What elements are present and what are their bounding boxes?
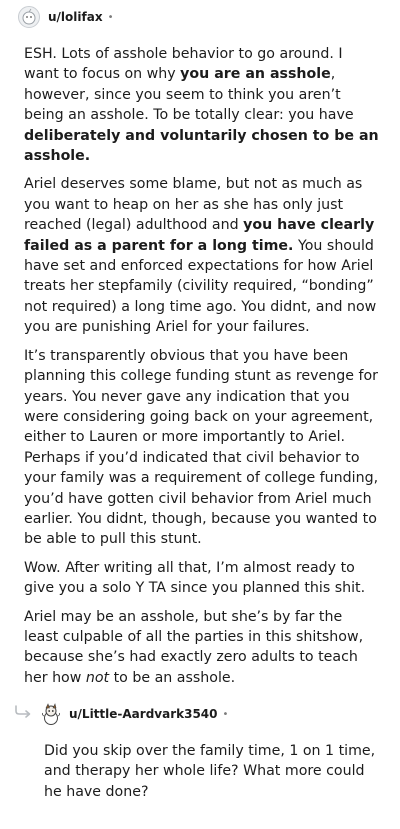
- text-run: to be an asshole.: [109, 669, 236, 686]
- bold-text: you have clearly failed as a parent for a long time.: [24, 217, 375, 254]
- comment-paragraph: [24, 558, 380, 599]
- text-run: Ariel deserves some blame, but not as much as you want to heap on her as she has only just reached (legal) adulthood and: [24, 176, 363, 234]
- reply-body: [44, 741, 380, 802]
- reply-meta-separator: •: [222, 708, 229, 720]
- text-run: ESH. Lots of asshole behavior to go around. I want to focus on why: [24, 46, 343, 83]
- comment-paragraph: [24, 346, 380, 550]
- avatar[interactable]: [18, 6, 40, 28]
- bold-text: deliberately and voluntarily chosen to be an asshole.: [24, 127, 379, 165]
- text-run: Wow. After writing all that, I’m almost ready to give you a solo Y TA since you planned this shit.: [24, 559, 366, 597]
- reply-thread-arrow-icon: [14, 704, 34, 723]
- text-run: , however, since you seem to think you aren’t being an asshole. To be totally clear: you have: [24, 66, 354, 124]
- meta-separator: •: [107, 11, 114, 23]
- text-run: It’s transparently obvious that you have been planning this college funding stunt as revenge for years. You never gave any indication that you were considering going back on your agreement, either to Lauren or more importantly to Ariel. Perhaps if you’d indicated that civil behavior to your family was a requirement of college funding, you’d have gotten civil behavior from Ariel much earlier. You didnt, though, because you wanted to be able to pull this stunt.: [24, 347, 379, 548]
- comment-username[interactable]: u/lolifax: [48, 10, 103, 24]
- reply-paragraph: Did you skip over the family time, 1 on 1 time, and therapy her whole life? What more could he have done?: [44, 743, 376, 800]
- comment-paragraph: [24, 607, 380, 689]
- text-run: Ariel may be an asshole, but she’s by far the least culpable of all the parties in this shitshow, because she’s had exactly zero adults to teach her how: [24, 608, 364, 686]
- comment-body: [24, 44, 380, 696]
- aardvark-avatar-icon[interactable]: [40, 702, 62, 726]
- comment-paragraph: [24, 44, 380, 166]
- reply-author-row: [40, 701, 228, 727]
- bold-text: you are an asshole: [180, 66, 331, 83]
- snoo-avatar-icon: [19, 7, 39, 27]
- italic-text: not: [85, 669, 110, 686]
- reply-username[interactable]: u/Little-Aardvark3540: [69, 707, 218, 721]
- comment-paragraph: [24, 174, 380, 337]
- comment-author-row: [18, 3, 113, 31]
- text-run: You should have set and enforced expectations for how Ariel treats her stepfamily (civility required, “bonding” not required) a long time ago. You didnt, and now you are punishing Ariel for your failures.: [24, 237, 377, 336]
